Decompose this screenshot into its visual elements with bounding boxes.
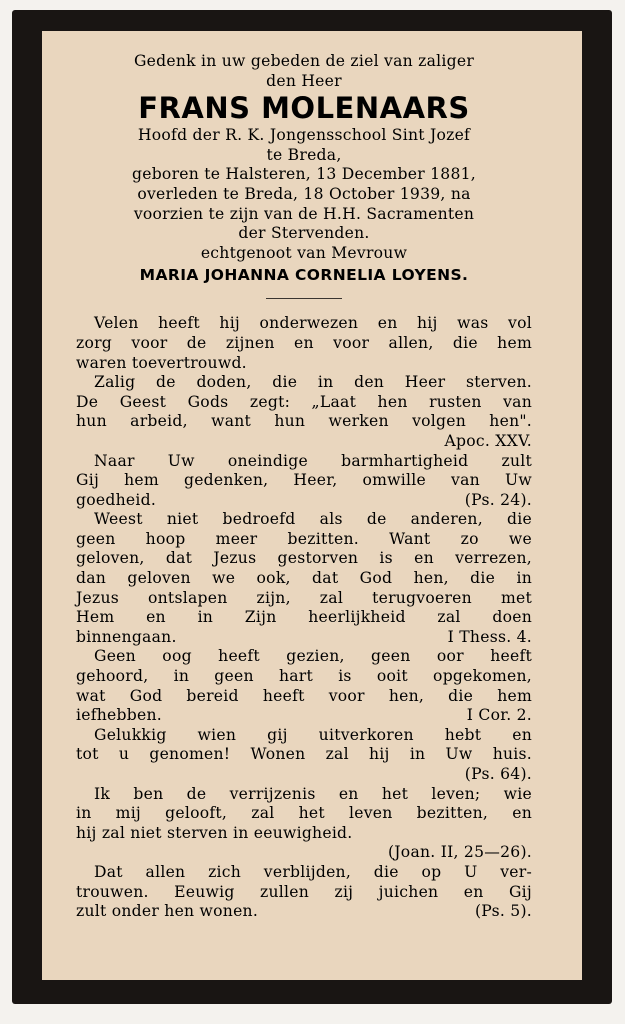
spouse-name: MARIA JOHANNA CORNELIA LOYENS. — [139, 266, 469, 285]
verse-line: trouwen. Eeuwig zullen zij juichen en Gij — [76, 882, 532, 901]
verse-reference: (Joan. II, 25—26). — [387, 843, 532, 862]
verse-2 — [76, 373, 532, 451]
intro-line: den Heer — [266, 71, 342, 90]
verse-line: zult onder hen wonen. — [76, 902, 259, 921]
detail-line: geboren te Halsteren, 13 December 1881, — [131, 165, 477, 184]
verse-line: in mij gelooft, zal het leven bezitten, en — [76, 804, 532, 823]
detail-line: overleden te Breda, 18 October 1939, na — [137, 184, 471, 203]
verse-line: waren toevertrouwd. — [76, 353, 247, 372]
verse-line: Naar Uw oneindige barmhartigheid zult — [94, 451, 532, 470]
detail-line: Hoofd der R. K. Jongensschool Sint Jozef — [137, 126, 471, 145]
card-text — [76, 52, 532, 922]
verse-final-row — [76, 706, 532, 726]
verse-line: Gelukkig wien gij uitverkoren hebt en — [94, 725, 532, 744]
verse-line: wat God bereid heeft voor hen, die hem — [76, 686, 532, 705]
verse-reference: (Ps. 64). — [464, 765, 532, 783]
verse-reference: Apoc. XXV. — [444, 431, 532, 450]
verse-reference: (Ps. 5). — [474, 902, 532, 921]
verse-line: Velen heeft hij onderwezen en hij was vol — [94, 314, 532, 333]
verse-final-row — [76, 491, 532, 511]
verse-6 — [76, 726, 532, 785]
verse-7 — [76, 785, 532, 863]
verse-line: geen hoop meer bezitten. Want zo we — [76, 529, 532, 548]
verse-line: Dat allen zich verblijden, die op U ver- — [94, 862, 532, 881]
verse-1 — [76, 314, 532, 373]
verse-line: Zalig de doden, die in den Heer sterven. — [94, 373, 532, 392]
verse-line: Geen oog heeft gezien, geen oor heeft — [94, 647, 532, 666]
intro-text — [76, 52, 532, 91]
verse-line: hij zal niet sterven in eeuwigheid. — [76, 823, 353, 842]
verse-line: binnengaan. — [76, 627, 177, 646]
verse-line: Hem en in Zijn heerlijkheid zal doen — [76, 608, 532, 627]
verse-line: Weest niet bedroefd als de anderen, die — [94, 510, 532, 529]
verse-reference: I Cor. 2. — [466, 706, 532, 725]
verse-reference: (Ps. 24). — [464, 490, 532, 509]
detail-line: voorzien te zijn van de H.H. Sacramenten — [133, 204, 475, 223]
verse-line: De Geest Gods zegt: „Laat hen rusten van — [76, 392, 532, 411]
verse-final-row — [76, 628, 532, 648]
verse-line: dan geloven we ook, dat God hen, die in — [76, 569, 532, 588]
verse-3 — [76, 452, 532, 511]
divider — [266, 298, 342, 299]
verse-4 — [76, 510, 532, 647]
verse-5 — [76, 647, 532, 725]
verse-line: geloven, dat Jezus gestorven is en verrezen, — [76, 549, 532, 568]
verse-line: Jezus ontslapen zijn, zal terugvoeren met — [76, 588, 532, 607]
detail-line: te Breda, — [266, 145, 342, 164]
verse-line: gehoord, in geen hart is ooit opgekomen, — [76, 667, 532, 686]
verse-final-row — [76, 902, 532, 922]
verse-line: Gij hem gedenken, Heer, omwille van Uw — [76, 471, 532, 490]
deceased-name: FRANS MOLENAARS — [138, 91, 470, 126]
detail-line: echtgenoot van Mevrouw — [200, 243, 408, 262]
deceased-details — [76, 126, 532, 263]
verse-reference: I Thess. 4. — [447, 627, 532, 646]
detail-line: der Stervenden. — [238, 224, 370, 243]
verse-line: zorg voor de zijnen en voor allen, die hem — [76, 333, 532, 352]
verse-line: Ik ben de verrijzenis en het leven; wie — [94, 784, 532, 803]
verse-line: iefhebben. — [76, 706, 162, 725]
verse-line: hun arbeid, want hun werken volgen hen". — [76, 412, 532, 431]
verse-8 — [76, 863, 532, 922]
verse-line: tot u genomen! Wonen zal hij in Uw huis. — [76, 745, 532, 764]
intro-line: Gedenk in uw gebeden de ziel van zaliger — [133, 52, 475, 70]
verse-line: goedheid. — [76, 490, 157, 509]
